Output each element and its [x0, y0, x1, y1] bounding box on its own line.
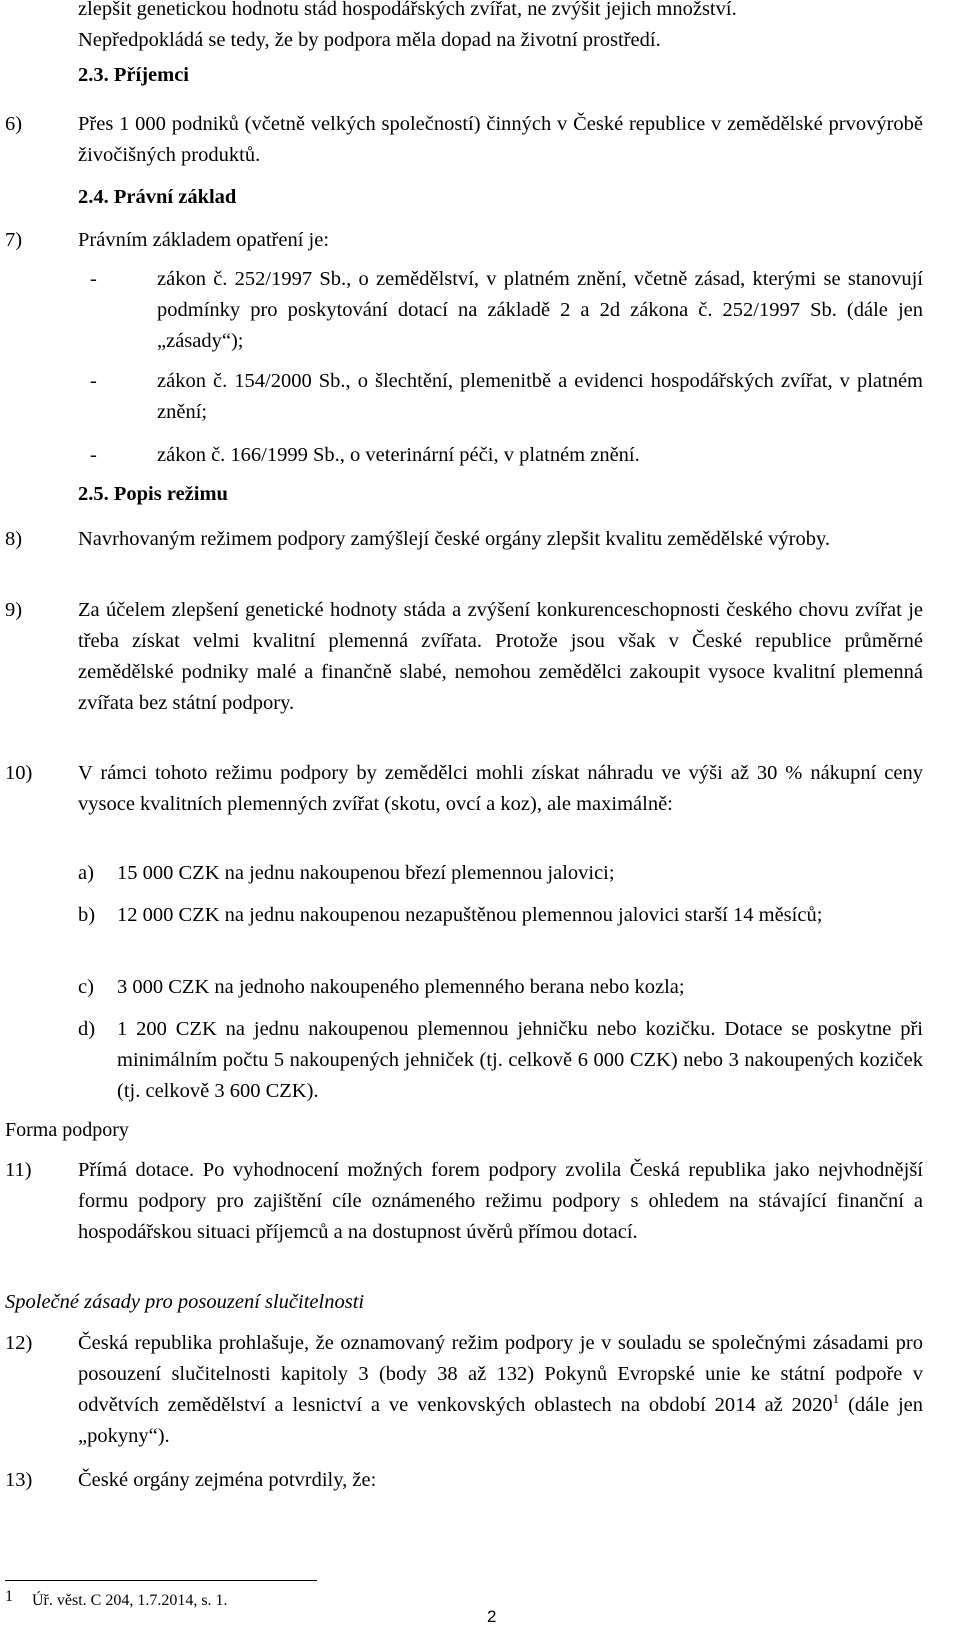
footnote-number: 1	[5, 1588, 13, 1605]
intro-line-1: zlepšit genetickou hodnotu stád hospodářských zvířat, ne zvýšit jejich množství.	[78, 0, 737, 20]
page-number: 2	[487, 1607, 497, 1626]
footnote-separator	[5, 1580, 317, 1581]
max-amount-item: 1 200 CZK na jednu nakoupenou plemennou jehničku nebo kozičku. Dotace se poskytne při minimálním počtu 5 nakoupených jehniček (tj. celkově 6 000 CZK) nebo 3 nakoupených koziček (tj. celkově 3 600 CZK).	[117, 1018, 923, 1102]
legal-basis-item: zákon č. 154/2000 Sb., o šlechtění, plemenitbě a evidenci hospodářských zvířat, v platném znění;	[157, 370, 923, 423]
paragraph-12-text: Česká republika prohlašuje, že oznamovaný režim podpory je v souladu se společnými zásadami pro posouzení slučitelnosti kapitoly 3 (body 38 až 132) Pokynů Evropské unie ke státní podpoře v odvětvích zemědělství a lesnictví a ve venkovských oblastech na období 2014 až 2020	[78, 1332, 923, 1416]
paragraph-number-13: 13)	[5, 1469, 33, 1491]
max-amount-item: 15 000 CZK na jednu nakoupenou březí plemennou jalovici;	[117, 862, 615, 884]
paragraph-8: Navrhovaným režimem podpory zamýšlejí české orgány zlepšit kvalitu zemědělské výroby.	[78, 528, 831, 550]
paragraph-number-11: 11)	[5, 1159, 32, 1181]
list-dash: -	[90, 370, 97, 392]
paragraph-number-7: 7)	[5, 229, 23, 251]
paragraph-12-text-end: (dále jen „pokyny“).	[78, 1394, 923, 1447]
list-dash: -	[90, 444, 97, 466]
section-heading-scheme-description: 2.5. Popis režimu	[78, 483, 228, 505]
paragraph-12	[78, 1328, 923, 1452]
paragraph-11: Přímá dotace. Po vyhodnocení možných forem podpory zvolila Česká republika jako nejvhodnější formu podpory pro zajištění cíle oznámeného režimu podpory s ohledem na stávající finanční a hospodářskou situaci příjemců a na dostupnost úvěrů přímou dotací.	[78, 1159, 923, 1243]
legal-basis-item: zákon č. 252/1997 Sb., o zemědělství, v platném znění, včetně zásad, kterými se stanovují podmínky pro poskytování dotací na základě 2 a 2d zákona č. 252/1997 Sb. (dále jen „zásady“);	[157, 268, 923, 352]
footnote-text: Úř. věst. C 204, 1.7.2014, s. 1.	[32, 1592, 228, 1609]
section-heading-recipients: 2.3. Příjemci	[78, 64, 189, 86]
legal-basis-item: zákon č. 166/1999 Sb., o veterinární péči, v platném znění.	[157, 444, 640, 466]
list-label-b: b)	[78, 904, 96, 926]
list-label-d: d)	[78, 1018, 96, 1040]
paragraph-number-9: 9)	[5, 599, 23, 621]
list-dash: -	[90, 268, 97, 290]
paragraph-6: Přes 1 000 podniků (včetně velkých společností) činných v České republice v zemědělské prvovýrobě živočišných produktů.	[78, 113, 923, 166]
max-amount-item: 12 000 CZK na jednu nakoupenou nezapuštěnou plemennou jalovici starší 14 měsíců;	[117, 904, 823, 926]
paragraph-9: Za účelem zlepšení genetické hodnoty stáda a zvýšení konkurenceschopnosti českého chovu zvířat je třeba získat velmi kvalitní plemenná zvířata. Protože jsou však v České republice průměrné zemědělské podniky malé a finančně slabé, nemohou zemědělci zakoupit vysoce kvalitní plemenná zvířata bez státní podpory.	[78, 599, 923, 714]
paragraph-number-8: 8)	[5, 528, 23, 550]
section-heading-common-principles: Společné zásady pro posouzení slučitelnosti	[5, 1291, 365, 1313]
paragraph-10: V rámci tohoto režimu podpory by zemědělci mohli získat náhradu ve výši až 30 % nákupní ceny vysoce kvalitních plemenných zvířat (skotu, ovcí a koz), ale maximálně:	[78, 762, 923, 815]
list-label-c: c)	[78, 976, 94, 998]
intro-line-2: Nepředpokládá se tedy, že by podpora měla dopad na životní prostředí.	[78, 29, 661, 51]
max-amount-item: 3 000 CZK na jednoho nakoupeného plemenného berana nebo kozla;	[117, 976, 685, 998]
footnote-reference: 1	[832, 1391, 840, 1407]
paragraph-number-12: 12)	[5, 1332, 33, 1354]
section-heading-form-of-aid: Forma podpory	[5, 1119, 129, 1141]
paragraph-7: Právním základem opatření je:	[78, 229, 330, 251]
section-heading-legal-basis: 2.4. Právní základ	[78, 186, 237, 208]
paragraph-number-6: 6)	[5, 113, 23, 135]
paragraph-13: České orgány zejména potvrdily, že:	[78, 1469, 377, 1491]
paragraph-number-10: 10)	[5, 762, 33, 784]
list-label-a: a)	[78, 862, 94, 884]
